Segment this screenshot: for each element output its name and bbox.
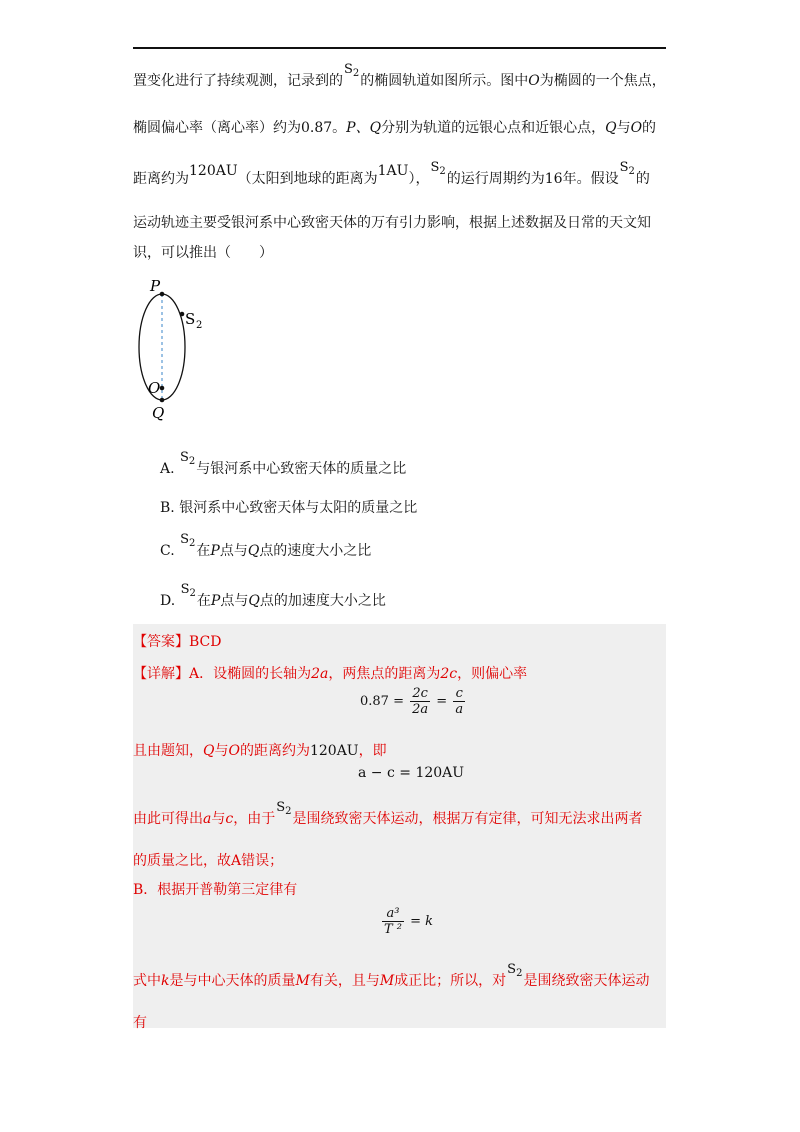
detail-line-2: 且由题知，Q与O的距离约为120AU，即 bbox=[133, 743, 387, 759]
equation-a-minus-c: a − c = 120AU bbox=[358, 765, 465, 781]
s2-symbol: $S_2$ bbox=[180, 450, 196, 467]
text: 距离约为 bbox=[133, 171, 189, 187]
label-sub2: 2 bbox=[196, 320, 203, 331]
answer-value: BCD bbox=[189, 634, 222, 650]
distance-value: 120AU bbox=[189, 163, 238, 179]
var-O: O bbox=[630, 120, 643, 136]
fraction-a3-T2: $\frac{\text{a³}}{\text{T ²}}$ bbox=[384, 906, 403, 937]
s2-symbol: $S_2$ bbox=[344, 62, 360, 79]
text: ）， bbox=[408, 171, 430, 187]
question-line-4: 运动轨迹主要受银河系中心致密天体的万有引力影响，根据上述数据及日常的天文知 bbox=[133, 215, 651, 231]
var-Q: Q bbox=[605, 120, 617, 136]
text: 的 bbox=[635, 171, 650, 187]
answer-line: 【答案】BCD bbox=[133, 634, 222, 650]
point-P bbox=[160, 292, 165, 297]
text: （太阳到地球的距离为 bbox=[237, 171, 378, 187]
text: 分别为轨道的远银心点和近银心点， bbox=[381, 120, 606, 136]
label-P: P bbox=[150, 277, 161, 295]
text: 椭圆偏心率（离心率）约为0.87。 bbox=[133, 120, 347, 136]
text: 与 bbox=[616, 120, 631, 136]
label-S: S bbox=[185, 310, 196, 328]
top-rule bbox=[133, 47, 666, 49]
detail-line-1: 【详解】A．设椭圆的长轴为2a，两焦点的距离为2c，则偏心率 bbox=[133, 666, 528, 682]
var-PQ: P、Q bbox=[346, 120, 382, 136]
equation-kepler: $\frac{\text{a³}}{\text{T ²}}$ = k bbox=[384, 906, 434, 937]
choice-C[interactable]: C. $S_2$在P点与Q点的速度大小之比 bbox=[160, 532, 372, 559]
label-Q: Q bbox=[152, 404, 165, 422]
s2-symbol: $S_2$ bbox=[430, 160, 446, 177]
var-O: O bbox=[528, 73, 540, 89]
au-value: 1AU bbox=[377, 163, 409, 179]
s2-symbol: $S_2$ bbox=[507, 962, 523, 979]
question-line-1 bbox=[133, 62, 673, 91]
s2-symbol: $S_2$ bbox=[619, 160, 635, 177]
text: 置变化进行了持续观测，记录到的 bbox=[133, 73, 343, 89]
choice-B[interactable]: B. 银河系中心致密天体与太阳的质量之比 bbox=[160, 500, 418, 516]
equation-eccentricity: 0.87 = $\frac{2c}{2a}$ = $\frac{c}{a}$ bbox=[360, 686, 464, 717]
question-line-3 bbox=[133, 160, 673, 189]
detail-line-7: 有 bbox=[133, 1015, 147, 1031]
choice-A[interactable]: A. $S_2$与银河系中心致密天体的质量之比 bbox=[160, 450, 407, 477]
choice-D[interactable]: D. $S_2$在P点与Q点的加速度大小之比 bbox=[160, 582, 386, 609]
detail-line-4: 的质量之比，故A错误； bbox=[133, 853, 284, 869]
fraction-2c-2a: $\frac{2c}{2a}$ bbox=[412, 686, 429, 717]
point-S2 bbox=[180, 312, 185, 317]
point-Q bbox=[160, 398, 165, 403]
text: 的运行周期约为16年。假设 bbox=[446, 171, 619, 187]
s2-symbol: $S_2$ bbox=[276, 800, 292, 817]
fraction-c-a: $\frac{c}{a}$ bbox=[455, 686, 464, 717]
text: 为椭圆的一个焦点， bbox=[539, 73, 666, 89]
point-O bbox=[160, 386, 165, 391]
s2-symbol: $S_2$ bbox=[180, 532, 196, 549]
detail-line-6: 式中k是与中心天体的质量M有关，且与M成正比；所以，对$S_2$是围绕致密天体运动 bbox=[133, 962, 650, 989]
question-line-5: 识，可以推出（ ） bbox=[133, 245, 273, 261]
text: 的椭圆轨道如图所示。图中 bbox=[360, 73, 529, 89]
label-O: O bbox=[148, 379, 161, 397]
orbit-diagram bbox=[130, 276, 220, 426]
text: 的 bbox=[642, 120, 657, 136]
s2-symbol: $S_2$ bbox=[180, 582, 196, 599]
question-line-2 bbox=[133, 117, 673, 137]
detail-line-3: 由此可得出a与c，由于$S_2$是围绕致密天体运动，根据万有定律，可知无法求出两者 bbox=[133, 800, 643, 827]
detail-line-5: B．根据开普勒第三定律有 bbox=[133, 882, 298, 898]
